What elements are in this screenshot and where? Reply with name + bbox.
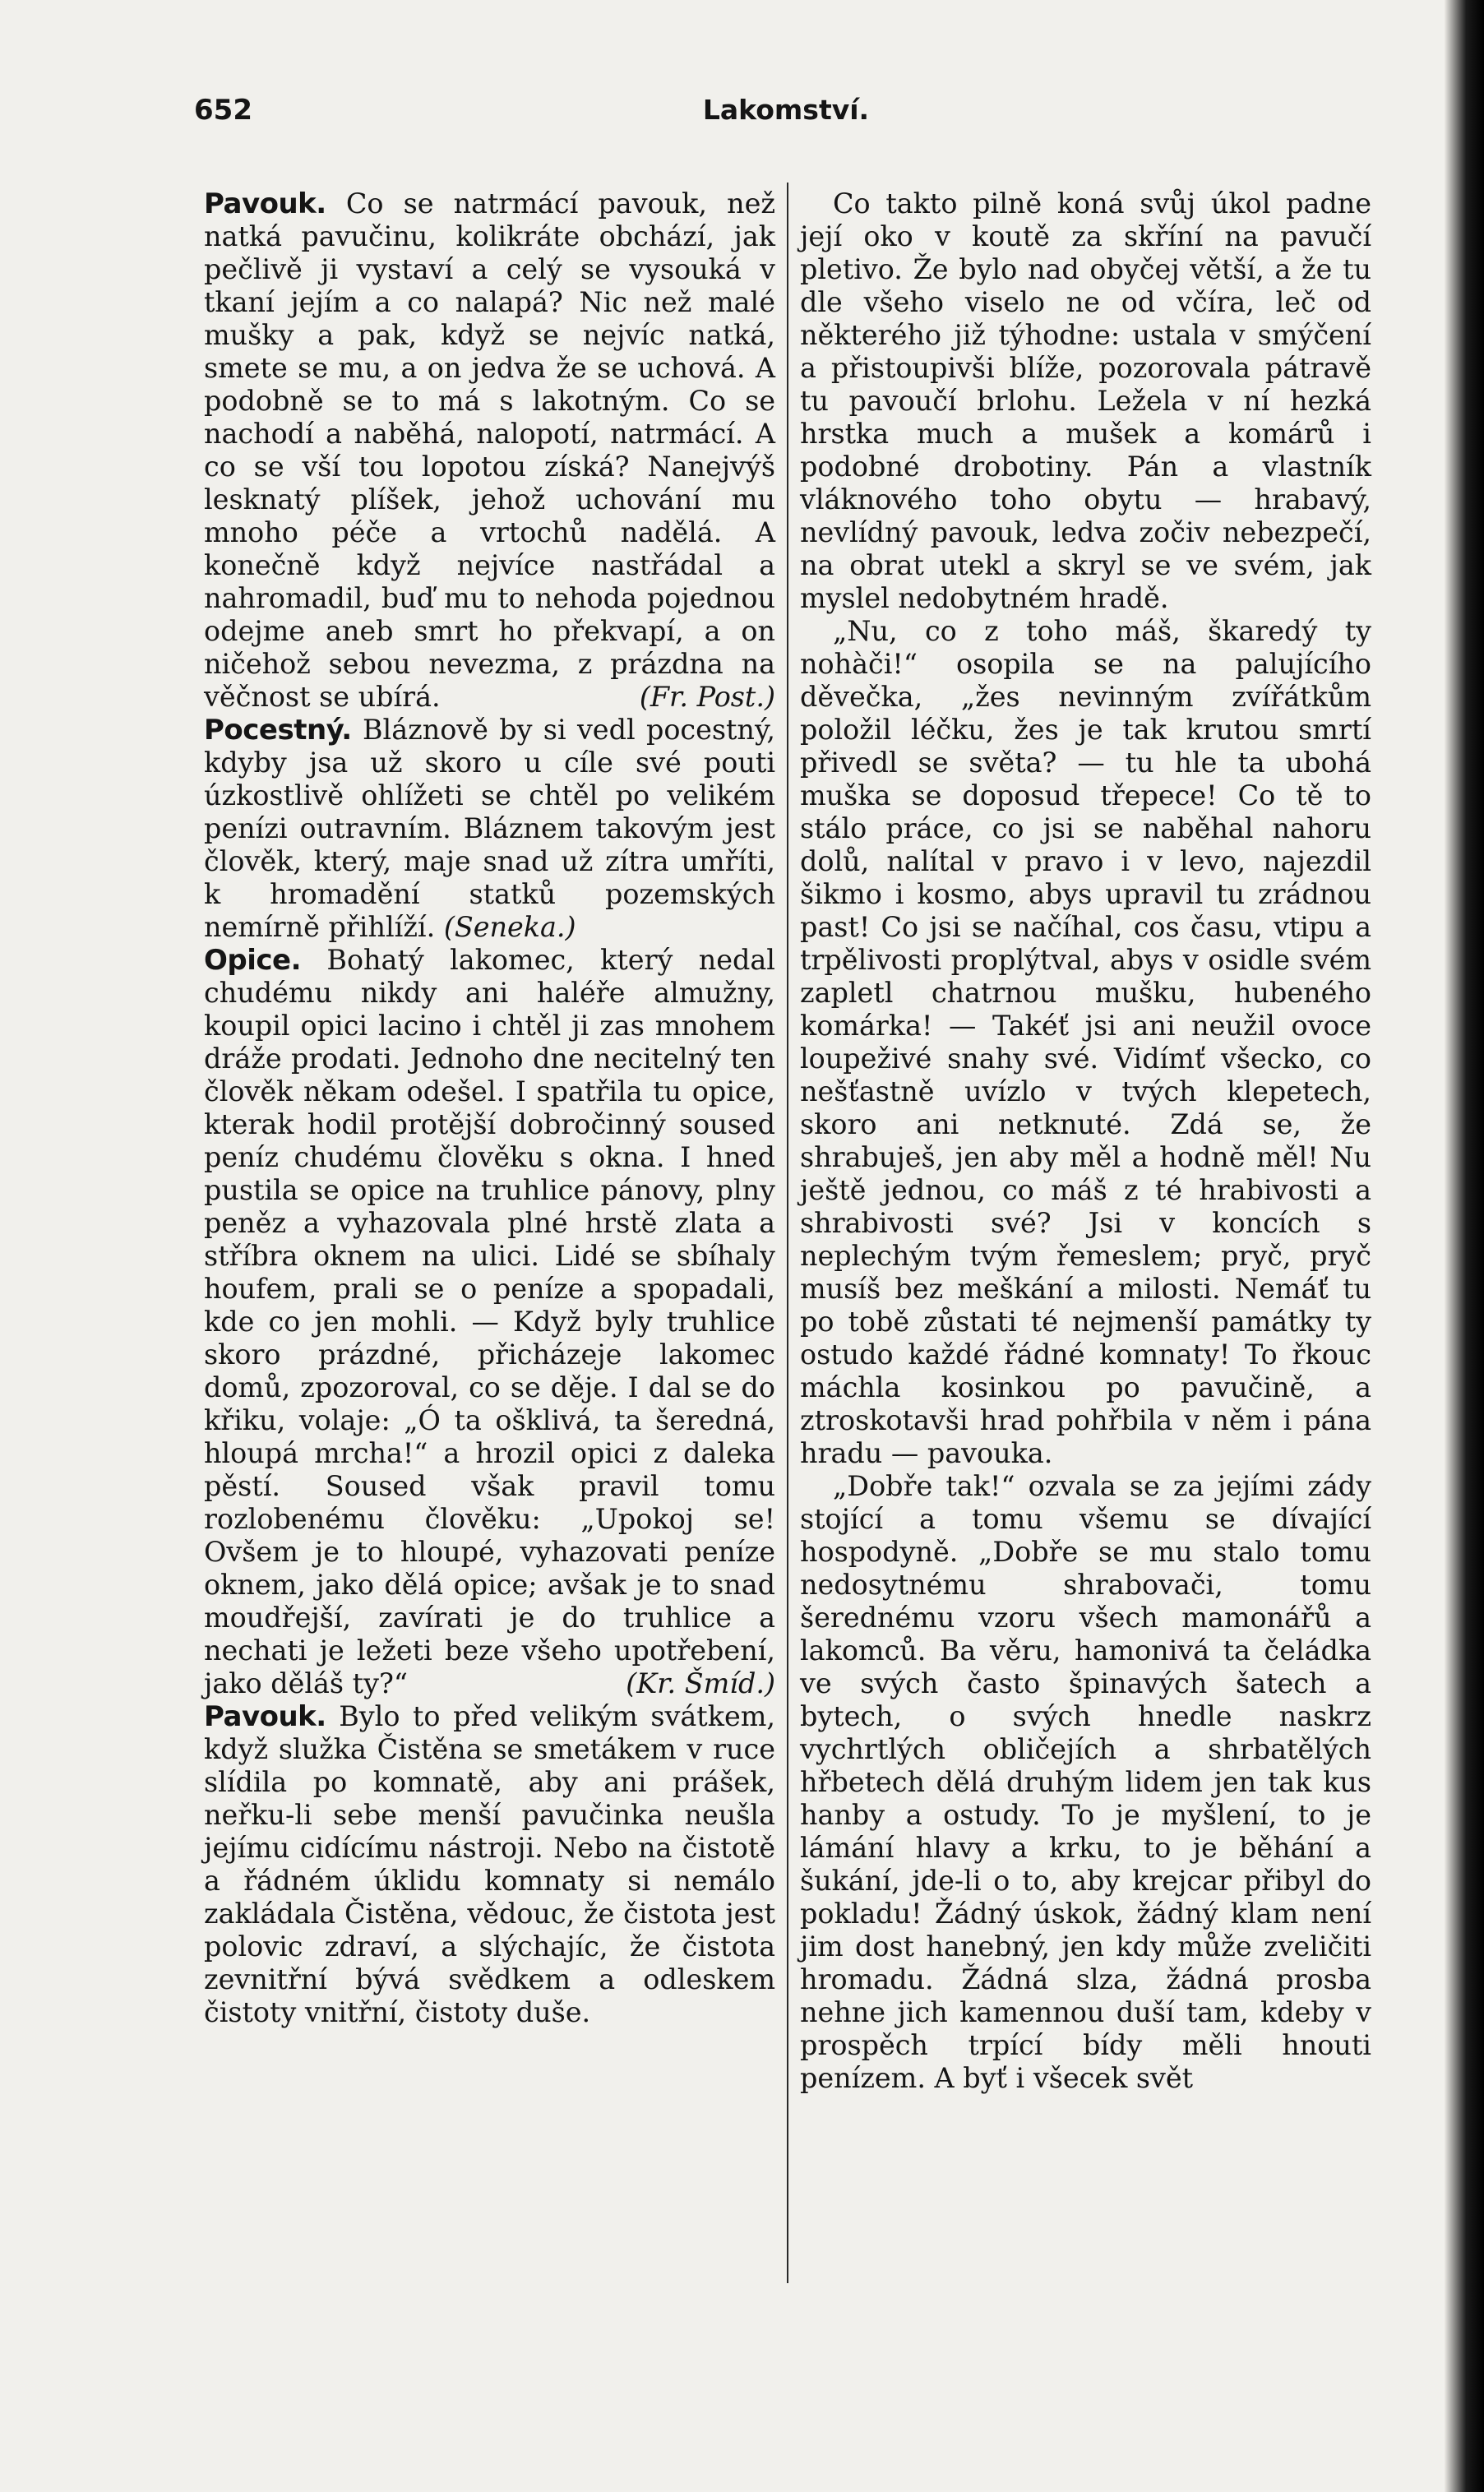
page-edge-shadow (1445, 0, 1484, 2492)
entry-source: (Fr. Post.) (639, 681, 775, 713)
entry-text: Bláznově by si vedl pocestný, kdyby jsa už skoro u cíle své pouti úzkostlivě ohlížeti se chtěl po velikém penízi outravním. Bláznem takovým jest člověk, který, maje snad už zítra umříti, k hromadění statků pozemských nemírně přihlíží. (204, 714, 775, 943)
paragraph: „Dobře tak!“ ozvala se za jejími zády stojící a tomu všemu se dívající hospodyně. „Dobře se mu stalo tomu nedosytnému shrabovači, tomu šerednému vzoru všech mamonářů a lakomců. Ba věru, hamonivá ta čeládka ve svých často špinavých šatech a bytech, o svých hnedle naskrz vychrtlých obličejích a shrbatělých hřbetech dělá druhým lidem jen tak kus hanby a ostudy. To je myšlení, to je lámání hlavy a krku, to je běhání a šukání, jde-li o to, aby krejcar přibyl do pokladu! Žádný úskok, žádný klam není jim dost hanebný, jen kdy může zveličiti hromadu. Žádná slza, žádná prosba nehne jich kamennou duší tam, kdeby v prospěch trpící bídy měli hnouti penízem. A byť i všecek svět (800, 1470, 1371, 2094)
entry-text: Bohatý lakomec, který nedal chudému nikdy ani haléře almužny, koupil opici lacino i chtěl ji zas mnohem dráže prodati. Jednoho dne necitelný ten člověk někam odešel. I spatřila tu opice, kterak hodil protější dobročinný soused peníz chudému člověku s okna. I hned pustila se opice na truhlice pánovy, plny peněz a vyhazovala plné hrstě zlata a stříbra oknem na ulici. Lidé se sbíhaly houfem, prali se o peníze a spopadali, kde co jen mohli. — Když byly truhlice skoro prázdné, přicházeje lakomec domů, zpozoroval, co se děje. I dal se do křiku, volaje: „Ó ta ošklivá, ta šeredná, hloupá mrcha!“ a hrozil opici z daleka pěstí. Soused však pravil tomu rozlobenému člověku: „Upokoj se! Ovšem je to hloupé, vyhazovati peníze oknem, jako dělá opice; avšak je to snad moudřejší, zavírati je do truhlice a nechati je ležeti beze všeho upotřebení, jako děláš ty?“ (204, 944, 775, 1699)
entry-pavouk-2 (204, 1700, 775, 2029)
entry-heading: Pavouk. (204, 187, 326, 220)
column-divider (787, 183, 788, 2283)
entry-opice (204, 944, 775, 1700)
right-column (800, 187, 1371, 2292)
entry-pocestny (204, 714, 775, 944)
entry-heading: Pocestný. (204, 714, 352, 747)
running-head: Lakomství. (702, 94, 870, 126)
entry-source: (Kr. Šmíd.) (626, 1667, 775, 1699)
paragraph: „Nu, co z toho máš, škaredý ty nohàči!“ osopila se na palujícího děvečka, „žes nevinným zvířátkům položil léčku, žes je tak krutou smrtí přivedl se světa? — tu hle ta ubohá muška se doposud třepece! Co tě to stálo práce, co jsi se naběhal nahoru dolů, nalítal v pravo i v levo, najezdil šikmo i kosmo, abys upravil tu zrádnou past! Co jsi se načíhal, cos času, vtipu a trpělivosti proplýtval, abys v osidle svém zapletl chatrnou mušku, hubeného komárka! — Takéť jsi ani neužil ovoce loupeživé snahy své. Vidímť všecko, co nešťastně uvízlo v tvých klepetech, skoro ani netknuté. Zdá se, že shrabuješ, jen aby měl a hodně měl! Nu ještě jednou, co máš z té hrabivosti a shrabivosti své? Jsi v koncích s neplechým tvým řemeslem; pryč, pryč musíš bez meškání a milosti. Nemáť tu po tobě zůstati té nejmenší památky ty ostudo každé řádné komnaty! To řkouc máchla kosinkou po pavučině, a ztroskotavši hrad pohřbila v něm i pána hradu — pavouka. (800, 615, 1371, 1469)
page-header (194, 94, 1378, 143)
entry-pavouk-1 (204, 187, 775, 714)
entry-text: Bylo to před velikým svátkem, když služka Čistěna se smetákem v ruce slídila po komnatě, aby ani prášek, neřku-li sebe menší pavučinka neušla jejímu cidícímu nástroji. Nebo na čistotě a řádném úklidu komnaty si nemálo zakládala Čistěna, vědouc, že čistota jest polovic zdraví, a slýchajíc, že čistota zevnitřní bývá svědkem a odleskem čistoty vnitřní, čistoty duše. (204, 1700, 775, 2028)
paragraph: Co takto pilně koná svůj úkol padne její oko v koutě za skříní na pavučí pletivo. Že bylo nad obyčej větší, a že tu dle všeho viselo ne od včíra, leč od některého již týhodne: ustala v smýčení a přistoupivši blíže, pozorovala pátravě tu pavoučí brlohu. Ležela v ní hezká hrstka much a mušek a komárů i podobné drobotiny. Pán a vlastník vláknového toho obytu — hrabavý, nevlídný pavouk, ledva zočiv nebezpečí, na obrat utekl a skryl se ve svém, jak myslel nedobytném hradě. (800, 187, 1371, 614)
entry-text: Co se natrmácí pavouk, než natká pavučinu, kolikráte obchází, jak pečlivě ji vystaví a celý se vysouká v tkaní jejím a co nalapá? Nic než malé mušky a pak, když se nejvíc natká, smete se mu, a on jedva že se uchová. A podobně se to má s lakotným. Co se nachodí a naběhá, nalopotí, natrmácí. A co se vší tou lopotou získá? Nanejvýš lesknatý plíšek, jehož uchování mu mnoho péče a vrtochů nadělá. A konečně když nejvíce nastřádal a nahromadil, buď mu to nehoda pojednou odejme aneb smrt ho překvapí, a on ničehož sebou nevezma, z prázdna na věčnost se ubírá. (204, 187, 775, 713)
entry-heading: Pavouk. (204, 1700, 326, 1733)
entry-heading: Opice. (204, 944, 302, 977)
left-column (204, 187, 775, 2292)
page-number: 652 (194, 94, 252, 127)
entry-source: (Seneka.) (443, 911, 576, 943)
